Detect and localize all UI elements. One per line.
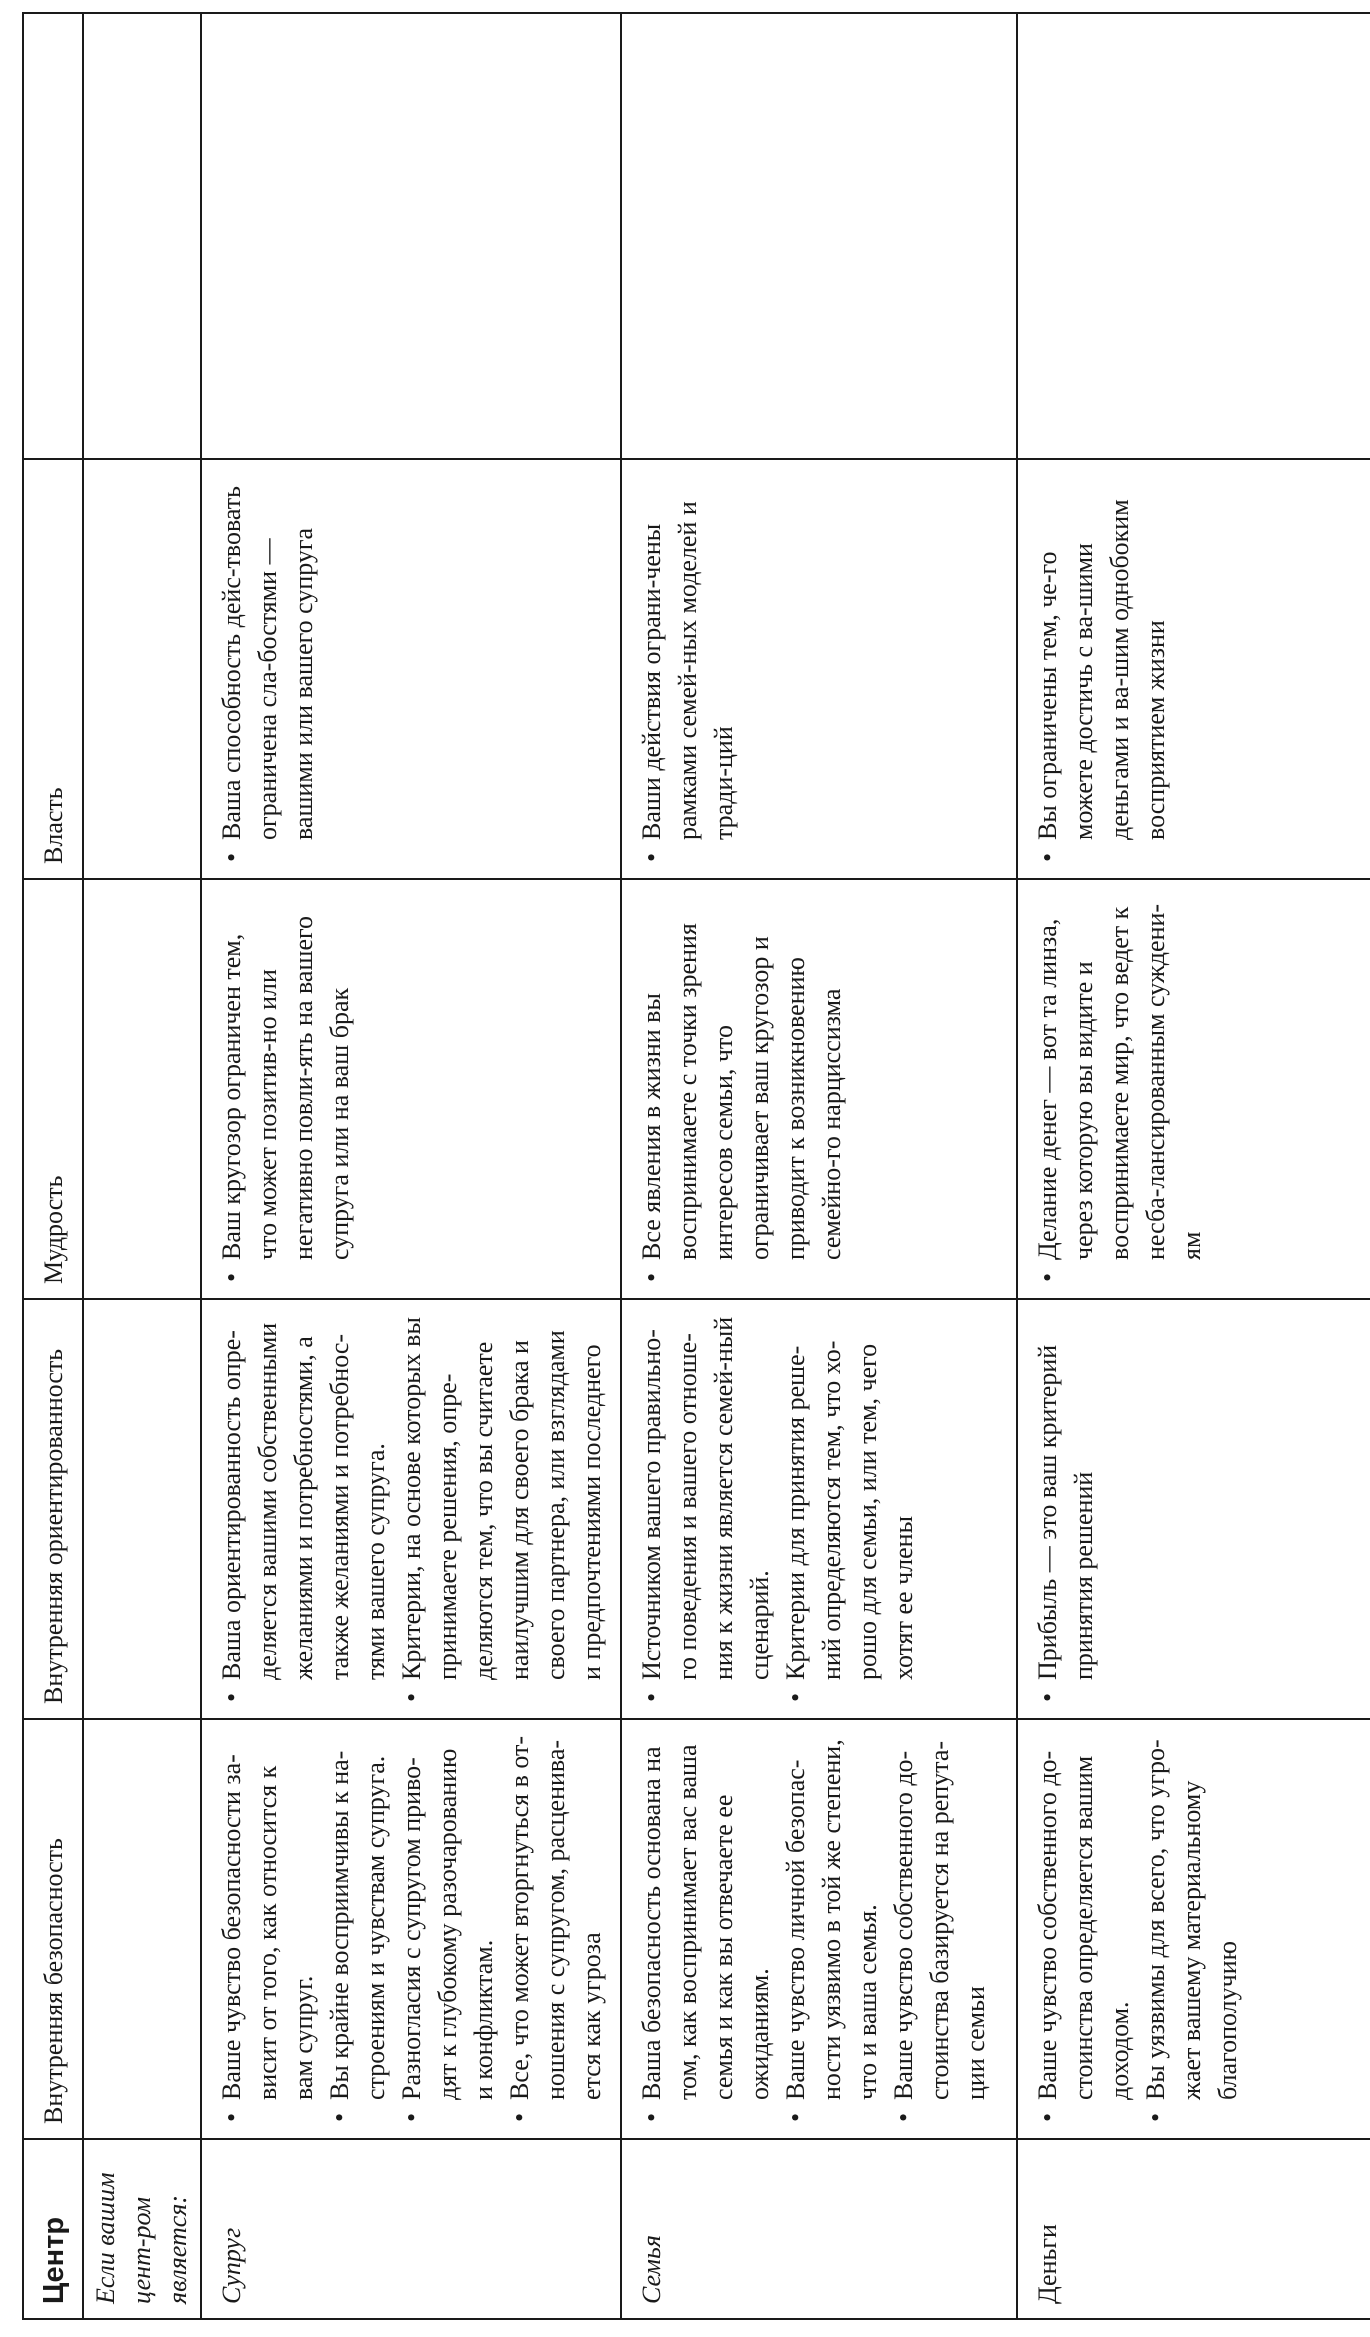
table-header-row [23, 13, 83, 2319]
list-item: • Разногласия с супругом приво-дят к глубокому разочарованию и конфликтам. [394, 1734, 502, 2124]
row-label: Семья [621, 2139, 1017, 2319]
header-power: Власть [23, 459, 83, 879]
list-item: • Ваше чувство собственного до-стоинства определяется вашим доходом. [1030, 1734, 1138, 2124]
cell-security [201, 1719, 621, 2139]
cell-power [201, 459, 621, 879]
row-label: Деньги [1017, 2139, 1370, 2319]
cell-wisdom [1017, 879, 1370, 1299]
table-row-family [621, 13, 1017, 2319]
list-item: • Ваш кругозор ограничен тем, что может позитив-но или негативно повли-ять на вашего супруга или на ваш брак [214, 894, 358, 1284]
subheader-empty [83, 13, 201, 459]
list-item: • Ваша способность дейс-твовать ограничена сла-бостями — вашими или вашего супруга [214, 474, 322, 864]
subheader-empty [83, 1719, 201, 2139]
list-item: • Критерии, на основе которых вы принимаете решения, опре-деляются тем, что вы считаете наилучшим для своего брака и своего партнера, или взглядами и предпочтениями последнего [394, 1314, 610, 1704]
list-item: • Прибыль — это ваш критерий принятия решений [1030, 1314, 1102, 1704]
list-item: • Вы уязвимы для всего, что угро-жает вашему материальному благополучию [1138, 1734, 1246, 2124]
table-row-money [1017, 13, 1370, 2319]
list-item: • Ваше чувство безопасности за-висит от того, как относится к вам супруг. [214, 1734, 322, 2124]
cell-guidance [621, 1299, 1017, 1719]
list-item: • Вы ограничены тем, че-го можете достичь с ва-шими деньгами и ва-шим однобоким восприятием жизни [1030, 474, 1174, 864]
rotated-table-wrapper [22, 14, 1350, 2320]
row-label: Супруг [201, 2139, 621, 2319]
list-item: • Ваша безопасность основана на том, как воспринимает вас ваша семья и как вы отвечаете ее ожиданиям. [634, 1734, 778, 2124]
cell-empty [201, 13, 621, 459]
header-center: Центр [23, 2139, 83, 2319]
list-item: • Вы крайне восприимчивы к на-строениям и чувствам супруга. [322, 1734, 394, 2124]
subheader-empty [83, 1299, 201, 1719]
header-security: Внутренняя безопасность [23, 1719, 83, 2139]
cell-security [621, 1719, 1017, 2139]
list-item: • Все, что может вторгнуться в от-ношения с супругом, расценива-ется как угроза [502, 1734, 610, 2124]
header-wisdom: Мудрость [23, 879, 83, 1299]
cell-empty [621, 13, 1017, 459]
cell-security [1017, 1719, 1370, 2139]
list-item: • Ваше чувство личной безопас-ности уязвимо в той же степени, что и ваша семья. [778, 1734, 886, 2124]
centers-comparison-table [22, 12, 1370, 2320]
subheader-label: Если вашим цент-ром является: [83, 2139, 201, 2319]
cell-guidance [201, 1299, 621, 1719]
list-item: • Источником вашего правильно-го поведения и вашего отноше-ния к жизни является семей-ный сценарий. [634, 1314, 778, 1704]
cell-wisdom [201, 879, 621, 1299]
list-item: • Ваша ориентированность опре-деляется вашими собственными желаниями и потребностями, а также желаниями и потребнос-тями вашего супруга. [214, 1314, 394, 1704]
cell-empty [1017, 13, 1370, 459]
cell-power [1017, 459, 1370, 879]
cell-power [621, 459, 1017, 879]
list-item: • Критерии для принятия реше-ний определяются тем, что хо-рошо для семьи, или тем, чего хотят ее члены [778, 1314, 922, 1704]
subheader-empty [83, 459, 201, 879]
header-empty [23, 13, 83, 459]
subheader-empty [83, 879, 201, 1299]
list-item: • Ваши действия ограни-чены рамками семей-ных моделей и тради-ций [634, 474, 742, 864]
header-guidance: Внутренняя ориентированность [23, 1299, 83, 1719]
list-item: • Все явления в жизни вы воспринимаете с точки зрения интересов семьи, что ограничивает ваш кругозор и приводит к возникновению семейно-го нарциссизма [634, 894, 850, 1284]
table-subheader-row [83, 13, 201, 2319]
list-item: • Ваше чувство собственного до-стоинства базируется на репута-ции семьи [886, 1734, 994, 2124]
cell-guidance [1017, 1299, 1370, 1719]
cell-wisdom [621, 879, 1017, 1299]
list-item: • Делание денег — вот та линза, через которую вы видите и воспринимаете мир, что ведет к несба-лансированным суждени-ям [1030, 894, 1210, 1284]
table-row-spouse [201, 13, 621, 2319]
